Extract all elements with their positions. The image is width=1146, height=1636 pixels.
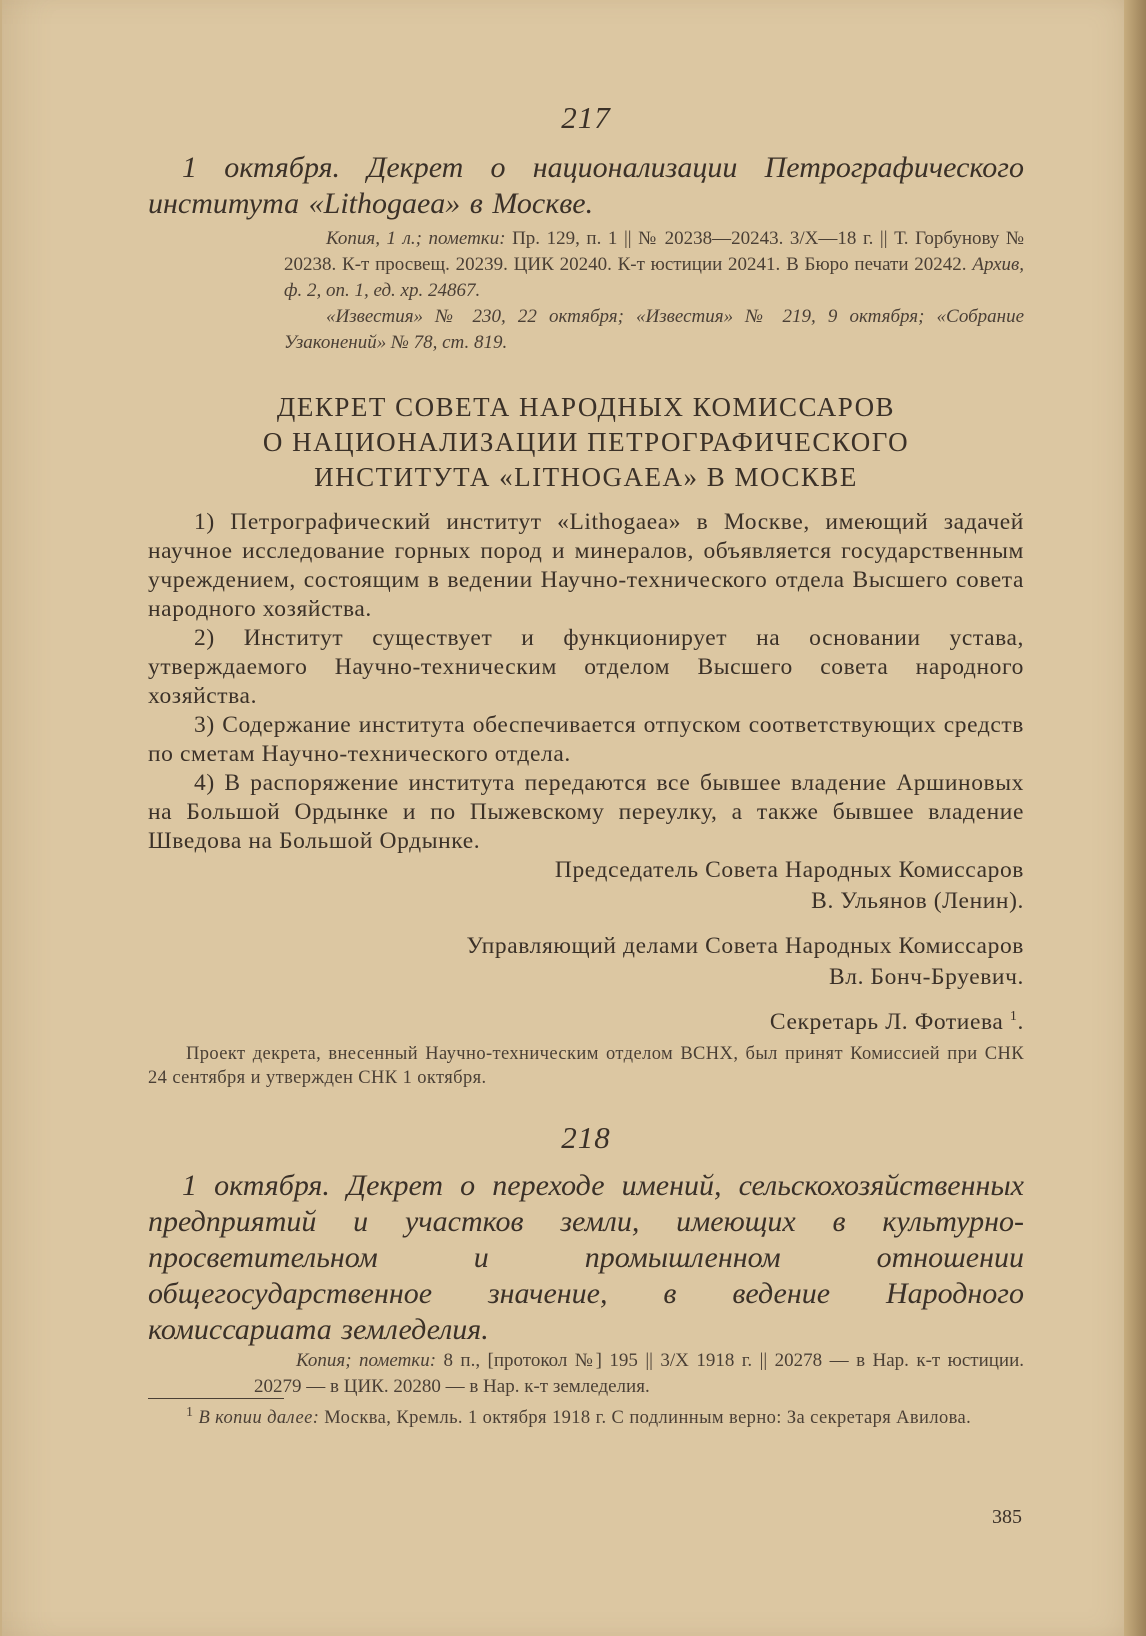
document-heading-218: 1 октября. Декрет о переходе имений, сельскохозяйственных предприятий и участков земли, имеющих в культурно-просветительном и промышленном отношении общегосударственное значение, в ведение Народного комиссариата земледелия.: [148, 1169, 1024, 1346]
footnote-divider: [148, 1398, 284, 1399]
copy-text: Пр. 129, п. 1 || № 20238—20243. 3/X—18 г. || Т. Горбунову № 20238. К-т просвещ. 20239. ЦИК 20240. К-т юстиции 20241. В Бюро печати 20242.: [284, 228, 1025, 275]
copy-label: Копия, 1 л.; пометки:: [326, 228, 506, 249]
decree-paragraph: 4) В распоряжение института передаются все бывшее владение Аршиновых на Большой Ордынке и по Пыжевскому переулку, а также бывшее владение Шведова на Большой Ордынке.: [148, 770, 1024, 854]
secretary-signature: Секретарь Л. Фотиева: [769, 1009, 1004, 1035]
decree-body: [148, 508, 1024, 856]
footnote: [148, 1406, 1024, 1430]
manager-name: Вл. Бонч-Бруевич.: [829, 964, 1024, 990]
footnote-label: В копии далее:: [198, 1408, 320, 1428]
archive-reference-217: [284, 226, 1024, 356]
chair-title: Председатель Совета Народных Комиссаров: [554, 857, 1024, 883]
manager-title: Управляющий делами Совета Народных Комиссаров: [466, 933, 1024, 959]
document-heading-217: 1 октября. Декрет о национализации Петрографического института «Lithogaea» в Москве.: [148, 151, 1024, 220]
decree-paragraph: 2) Институт существует и функционирует на основании устава, утверждаемого Научно-техническим отделом Высшего совета народного хозяйства.: [148, 625, 1024, 709]
signatures: [148, 855, 1024, 1038]
editorial-note-text: Проект декрета, внесенный Научно-техническим отделом ВСНХ, был принят Комиссией при СНК 24 сентября и утвержден СНК 1 октября.: [148, 1044, 1024, 1088]
document-number-218: 218: [561, 1120, 611, 1155]
publication-refs: «Известия» № 230, 22 октября; «Известия» № 219, 9 октября; «Собрание Узаконений» № 78, ст. 819.: [284, 306, 1024, 353]
copy-text: 8 п., [протокол №] 195 || 3/X 1918 г. || 20278 — в Нар. к-т юстиции. 20279 — в ЦИК. 20280 — в Нар. к-т земледелия.: [254, 1350, 1025, 1397]
decree-title-line: ДЕКРЕТ СОВЕТА НАРОДНЫХ КОМИССАРОВ: [276, 392, 896, 422]
footnote-marker: 1: [1009, 1009, 1018, 1025]
archive-ref: Архив, ф. 2, оп. 1, ед. хр. 24867.: [284, 254, 1024, 301]
chair-name: В. Ульянов (Ленин).: [811, 888, 1024, 914]
footnote-number: 1: [186, 1404, 194, 1420]
editorial-note-217: [148, 1042, 1024, 1090]
decree-title: [148, 390, 1024, 495]
archive-reference-218: [254, 1348, 1024, 1400]
footnote-text: Москва, Кремль. 1 октября 1918 г. С подлинным верно: За секретаря Авилова.: [319, 1408, 972, 1428]
secretary-period: .: [1017, 1009, 1024, 1035]
decree-title-line: О НАЦИОНАЛИЗАЦИИ ПЕТРОГРАФИЧЕСКОГО: [262, 427, 910, 457]
decree-paragraph: 1) Петрографический институт «Lithogaea» в Москве, имеющий задачей научное исследование горных пород и минералов, объявляется государственным учреждением, состоящим в ведении Научно-технического отдела Высшего совета народного хозяйства.: [148, 509, 1024, 622]
decree-paragraph: 3) Содержание института обеспечивается отпуском соответствующих средств по сметам Научно-технического отдела.: [148, 712, 1024, 767]
page-edge: [1124, 0, 1146, 1636]
copy-label: Копия; пометки:: [296, 1350, 437, 1371]
decree-title-line: ИНСТИТУТА «LITHOGAEA» В МОСКВЕ: [314, 462, 858, 492]
document-number-217: 217: [561, 100, 611, 135]
page-number: 385: [992, 1506, 1022, 1528]
